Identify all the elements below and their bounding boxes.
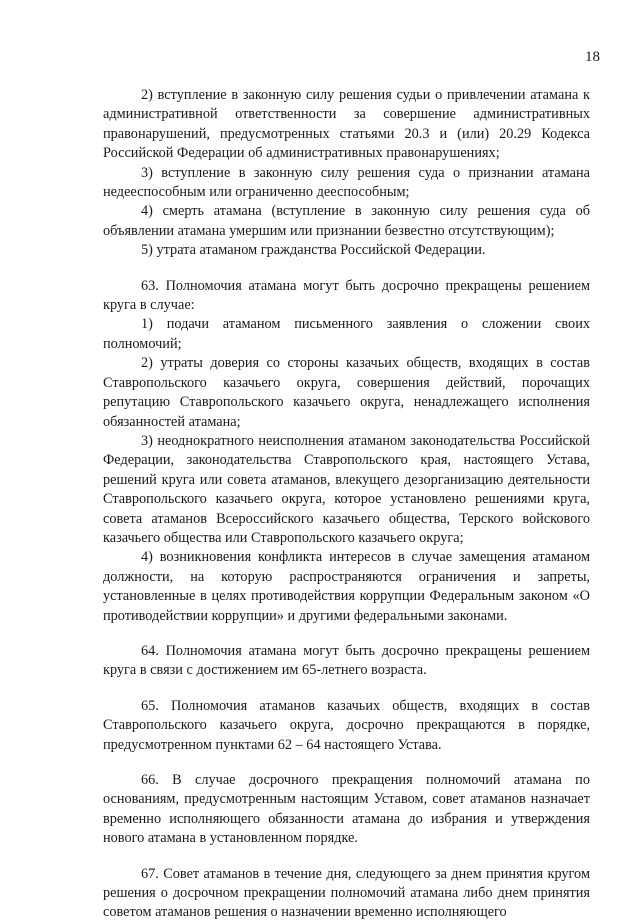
paragraph-63-item-3: 3) неоднократного неисполнения атаманом законодательства Российской Федерации, законодательства Ставропольского края, настоящего Устава, решений круга или совета атаманов, влекущего дезорганизацию деятельности Ставропольского казачьего округа, которое установлено решениями круга, совета атаманов Всероссийского казачьего общества, Терского войскового казачьего общества или Ставропольского казачьего округа; <box>103 432 590 546</box>
paragraph-63-item-2: 2) утраты доверия со стороны казачьих обществ, входящих в состав Ставропольского казачьего округа, совершения действий, порочащих репутацию Ставропольского казачьего округа, ненадлежащего исполнения обязанностей атамана; <box>103 355 590 430</box>
paragraph-clause-64: 64. Полномочия атамана могут быть досрочно прекращены решением круга в связи с достижением им 65-летнего возраста. <box>103 642 590 679</box>
paragraph-clause-67: 67. Совет атаманов в течение дня, следующего за днем принятия кругом решения о досрочном прекращении полномочий атамана либо днем принятия советом атаманов решения о назначении временно исполняющего <box>103 865 590 921</box>
paragraph-63-item-1: 1) подачи атаманом письменного заявления о сложении своих полномочий; <box>103 316 590 352</box>
page-number: 18 <box>585 49 600 65</box>
paragraph-clause-63: 63. Полномочия атамана могут быть досрочно прекращены решением круга в случае: <box>103 277 590 314</box>
paragraph-item-5: 5) утрата атаманом гражданства Российской Федерации. <box>141 242 486 259</box>
paragraph-63-item-4: 4) возникновения конфликта интересов в случае замещения атаманом должности, на которую распространяются ограничения и запреты, установленные в целях противодействия коррупции Федеральным законом «О противодействии коррупции» и другими федеральными законами. <box>103 549 590 624</box>
paragraph-item-2: 2) вступление в законную силу решения судьи о привлечении атамана к административной ответственности за совершение административных правонарушений, предусмотренных статьями 20.3 и (или) 20.29 Кодекса Российской Федерации об административных правонарушениях; <box>103 87 590 162</box>
paragraph-clause-65: 65. Полномочия атаманов казачьих обществ, входящих в состав Ставропольского казачьего округа, досрочно прекращаются в порядке, предусмотренном пунктами 62 – 64 настоящего Устава. <box>103 697 590 753</box>
paragraph-item-4: 4) смерть атамана (вступление в законную силу решения суда об объявлении атамана умершим или признании безвестно отсутствующим); <box>103 203 590 239</box>
paragraph-item-3: 3) вступление в законную силу решения суда о признании атамана недееспособным или ограниченно дееспособным; <box>103 164 590 201</box>
document-body <box>103 86 590 923</box>
paragraph-clause-66: 66. В случае досрочного прекращения полномочий атамана по основаниям, предусмотренным настоящим Уставом, совет атаманов назначает временно исполняющего обязанности атамана до избрания и утверждения нового атамана в установленном порядке. <box>103 772 590 847</box>
